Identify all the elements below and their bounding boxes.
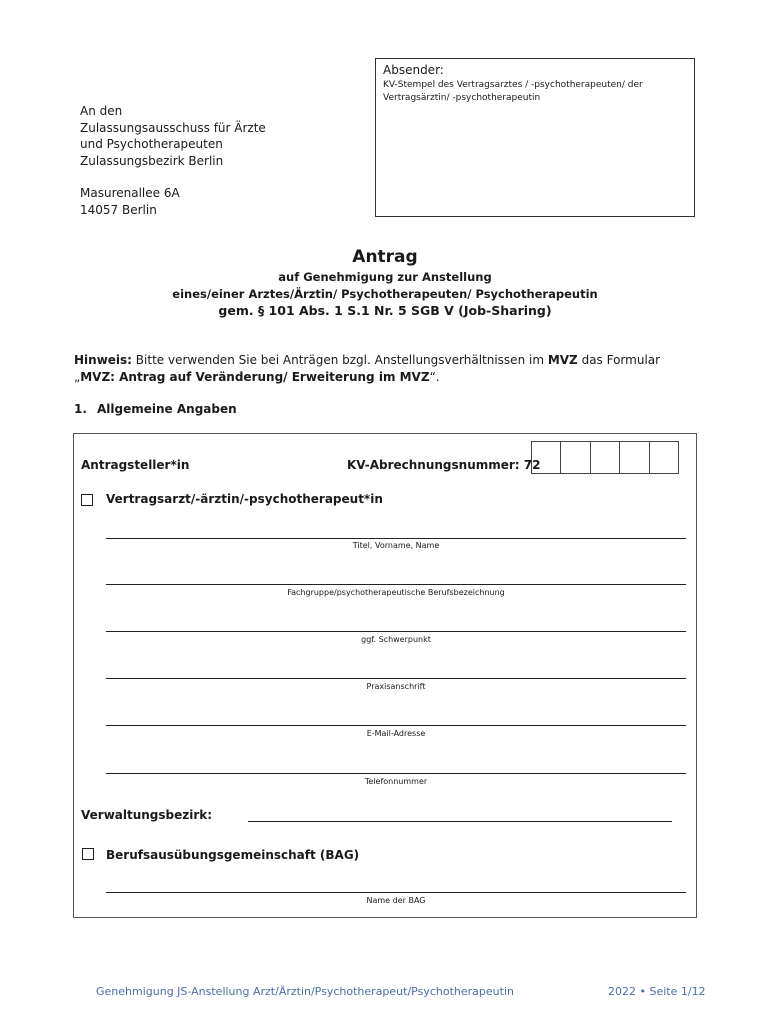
hint-mvz: MVZ [547,353,578,367]
sender-description [383,79,687,105]
bag-label: Berufsausübungsgemeinschaft (BAG) [106,848,360,862]
recipient-street: Masurenallee 6A [80,186,180,200]
sender-line: Vertragsärztin/ -psychotherapeutin [383,93,541,103]
kv-digit-cell[interactable] [561,442,590,473]
kv-number-input[interactable] [531,441,679,474]
district-field[interactable] [248,821,672,822]
bag-checkbox[interactable] [82,848,94,860]
specialty-field[interactable] [106,584,686,585]
field-caption: Name der BAG [366,896,426,905]
document-title: Antrag [352,247,418,267]
footer-document-title: Genehmigung JS-Anstellung Arzt/Ärztin/Psychotherapeut/Psychotherapeutin [96,985,514,998]
document-subtitle: auf Genehmigung zur Anstellung [278,270,492,284]
field-caption: ggf. Schwerpunkt [361,635,431,644]
kv-digit-cell[interactable] [650,442,678,473]
section-heading [74,402,237,416]
hint-label: Hinweis: [74,353,132,367]
field-caption: Praxisanschrift [366,682,426,691]
vertragsarzt-checkbox[interactable] [81,494,93,506]
name-field[interactable] [106,538,686,539]
phone-field[interactable] [106,773,686,774]
recipient-line: Zulassungsausschuss für Ärzte [80,120,266,135]
sender-title: Absender: [383,63,444,77]
vertragsarzt-label: Vertragsarzt/-ärztin/-psychotherapeut*in [106,492,383,506]
legal-reference: gem. § 101 Abs. 1 S.1 Nr. 5 SGB V (Job-Sharing) [218,303,552,318]
kv-digit-cell[interactable] [532,442,561,473]
applicant-label: Antragsteller*in [81,458,190,472]
kv-number-label: KV-Abrechnungsnummer: 72 [347,458,541,472]
recipient-address [80,103,340,218]
hint-text: “. [429,370,440,384]
sender-line: KV-Stempel des Vertragsarztes / -psychotherapeuten/ der [383,80,643,90]
recipient-line: Zulassungsbezirk Berlin [80,153,224,168]
field-caption: E-Mail-Adresse [366,729,426,738]
hint-form-name: MVZ: Antrag auf Veränderung/ Erweiterung im MVZ [80,370,430,384]
recipient-line: und Psychotherapeuten [80,137,223,151]
field-caption: Fachgruppe/psychotherapeutische Berufsbezeichnung [287,588,505,597]
footer-page-number: 2022 • Seite 1/12 [608,985,706,998]
hint-paragraph [74,352,694,386]
field-caption: Titel, Vorname, Name [352,541,440,550]
sender-stamp-box [375,58,695,217]
section-number: 1. [74,402,87,416]
hint-text: Bitte verwenden Sie bei Anträgen bzgl. Anstellungsverhältnissen im [131,353,548,367]
recipient-line: An den [80,104,123,118]
district-label: Verwaltungsbezirk: [81,808,213,822]
hint-text: das Formular „ [74,353,661,384]
field-caption: Telefonnummer [364,777,428,786]
focus-field[interactable] [106,631,686,632]
email-field[interactable] [106,725,686,726]
practice-address-field[interactable] [106,678,686,679]
kv-digit-cell[interactable] [591,442,620,473]
kv-digit-cell[interactable] [620,442,649,473]
document-subtitle: eines/einer Arztes/Ärztin/ Psychotherapeuten/ Psychotherapeutin [172,287,598,301]
bag-name-field[interactable] [106,892,686,893]
recipient-city: 14057 Berlin [80,202,157,217]
section-title: Allgemeine Angaben [97,402,237,416]
